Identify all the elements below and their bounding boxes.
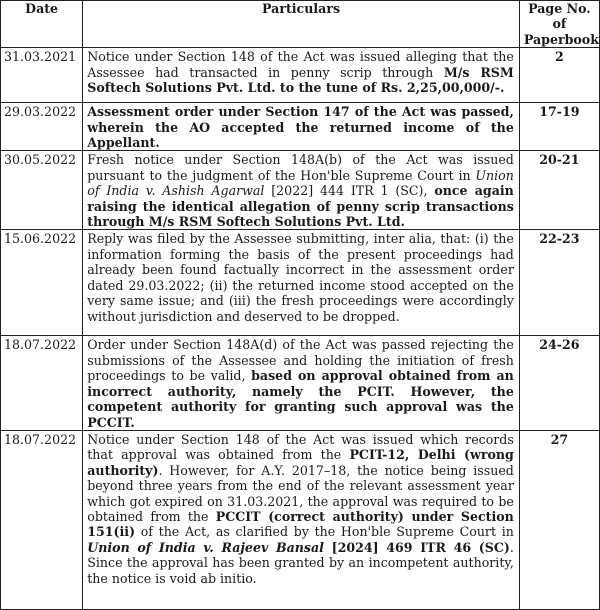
row-particulars <box>83 230 520 336</box>
text-run: Order under Section 148A(d) of the Act was passed rejecting the submissions of the Assessee and holding the initiation of fresh proceedings to be valid, <box>87 337 514 384</box>
row-date: 18.07.2022 <box>1 430 83 609</box>
table-row <box>1 336 600 430</box>
row-particulars <box>83 48 520 103</box>
header-page: Page No. of Paperbook <box>519 1 599 48</box>
table-row <box>1 151 600 230</box>
row-page: 17-19 <box>519 103 599 151</box>
row-page: 20-21 <box>519 151 599 230</box>
row-particulars <box>83 430 520 609</box>
bold-italic-run: Union of India v. Rajeev Bansal <box>87 539 324 555</box>
row-particulars <box>83 151 520 230</box>
header-date: Date <box>1 1 83 48</box>
bold-run: PCIT-12, Delhi (wrong authority) <box>87 447 514 478</box>
row-particulars <box>83 336 520 430</box>
italic-run: Union of India v. Ashish Agarwal <box>87 167 514 199</box>
text-run: Notice under Section 148 of the Act was issued alleging that the Assessee had transacted in penny scrip through <box>87 49 514 80</box>
text-run: Reply was filed by the Assessee submitting, inter alia, that: (i) the information forming the basis of the present proceedings had already been found factually incorrect in the assessment order dated 29.03.2022; (ii) the returned income stood accepted on the very same issue; and (iii) the fresh proceedings were accordingly without jurisdiction and deserved to be dropped. <box>87 231 514 324</box>
bold-run: [2024] 469 ITR 46 (SC) <box>323 539 510 555</box>
header-particulars: Particulars <box>83 1 520 48</box>
row-page: 22-23 <box>519 230 599 336</box>
row-date: 30.05.2022 <box>1 151 83 230</box>
text-run: Notice under Section 148 of the Act was issued which records that approval was obtained from the <box>87 431 514 463</box>
text-run: of the Act, as clarified by the Hon'ble Supreme Court in <box>135 524 514 540</box>
row-date: 31.03.2021 <box>1 48 83 103</box>
table-row <box>1 230 600 336</box>
row-page: 2 <box>519 48 599 103</box>
row-page: 24-26 <box>519 336 599 430</box>
text-run: . Since the approval has been granted by an incompetent authority, the notice is void ab initio. <box>87 539 514 586</box>
text-run: Fresh notice under Section 148A(b) of the Act was issued pursuant to the judgment of the Hon'ble Supreme Court in <box>87 152 514 183</box>
table-row <box>1 103 600 151</box>
table-header-row <box>1 1 600 48</box>
table-row <box>1 430 600 609</box>
row-particulars <box>83 103 520 151</box>
row-date: 18.07.2022 <box>1 336 83 430</box>
row-date: 15.06.2022 <box>1 230 83 336</box>
row-page: 27 <box>519 430 599 609</box>
bold-run: based on approval obtained from an incorrect authority, namely the PCIT. However, the competent authority for granting such approval was the PCCIT. <box>87 368 514 430</box>
row-date: 29.03.2022 <box>1 103 83 151</box>
table-row <box>1 48 600 103</box>
bold-run: M/s RSM Softech Solutions Pvt. Ltd. to the tune of Rs. 2,25,00,000/-. <box>87 64 514 96</box>
text-run: . However, for A.Y. 2017–18, the notice being issued beyond three years from the end of the relevant assessment year which got expired on 31.03.2021, the approval was required to be obtained from the <box>87 462 514 524</box>
bold-run: once again raising the identical allegation of penny scrip transactions through M/s RSM Softech Solutions Pvt. Ltd. <box>87 183 514 230</box>
text-run: [2022] 444 ITR 1 (SC), <box>264 183 435 199</box>
bold-run: PCCIT (correct authority) under Section 151(ii) <box>87 508 514 540</box>
bold-run: Assessment order under Section 147 of the Act was passed, wherein the AO accepted the returned income of the Appellant. <box>87 104 514 151</box>
